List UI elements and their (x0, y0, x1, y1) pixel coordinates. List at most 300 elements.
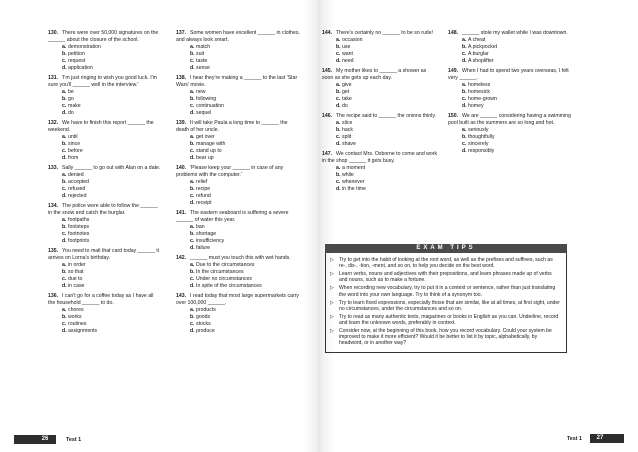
option-text: before (68, 147, 83, 154)
option-letter: c. (62, 57, 67, 64)
option-text: demonstration (68, 43, 101, 50)
option-letter: c. (62, 185, 67, 192)
option-letter: c. (336, 95, 341, 102)
option-text: continuation (196, 102, 224, 109)
question-number: 140. (176, 165, 187, 172)
option-letter: b. (190, 314, 195, 320)
option-text: ban (196, 223, 205, 230)
question-number: 134. (48, 203, 59, 210)
option-text: so that (68, 268, 84, 275)
answer-option (336, 82, 438, 89)
answer-option (62, 217, 162, 224)
answer-option (336, 44, 438, 51)
question-number: 147. (322, 151, 333, 158)
answer-option (462, 96, 576, 103)
exam-tip-item (330, 257, 560, 269)
question-column-2 (176, 30, 300, 338)
option-letter: b. (62, 50, 67, 57)
exam-tip-item (330, 300, 560, 312)
exam-tip-item (330, 314, 560, 326)
question-item (48, 293, 162, 334)
option-text: produce (196, 327, 215, 334)
option-letter: c. (462, 50, 467, 57)
question-number: 142. (176, 255, 187, 262)
answer-option (336, 103, 438, 110)
answer-option (462, 148, 576, 155)
question-number: 130. (48, 30, 59, 36)
tip-arrow-icon: ▷ (330, 328, 334, 335)
question-item (448, 30, 576, 65)
option-text: assignments (68, 327, 98, 334)
question-number: 139. (176, 120, 187, 127)
question-stem: There's certainly no ______ to be so rude! (336, 30, 434, 36)
option-text: A shoplifter (468, 57, 494, 64)
answer-option (190, 58, 300, 65)
question-stem: The eastern seaboard is suffering a severe ______ of water this year. (176, 210, 289, 224)
option-letter: b. (190, 230, 195, 237)
option-letter: d. (190, 199, 195, 206)
footer-right-label: Test 1 (566, 435, 582, 442)
answer-option (62, 179, 162, 186)
option-text: whenever (342, 178, 365, 185)
option-text: sincerely (468, 140, 489, 147)
option-letter: d. (462, 102, 467, 109)
exam-tip-text: Learn verbs, nouns and adjectives with their prepositions, and learn phrases made up of verbs and nouns, such as to make a fortune. (339, 271, 552, 284)
answer-option (190, 110, 300, 117)
answer-option (462, 103, 576, 110)
question-column-3 (322, 30, 438, 196)
answer-option (190, 231, 300, 238)
option-text: a moment (342, 165, 366, 172)
option-text: routines (68, 320, 87, 327)
answer-option (62, 321, 162, 328)
question-item (322, 68, 438, 109)
question-stem: It will take Paula a long time to ______ the death of her uncle. (176, 120, 288, 133)
option-letter: a. (190, 88, 195, 95)
option-letter: d. (190, 154, 195, 161)
option-text: take (342, 95, 352, 102)
question-item (322, 30, 438, 65)
option-letter: c. (190, 275, 195, 282)
question-number: 132. (48, 120, 59, 127)
answer-option (336, 120, 438, 127)
question-number: 133. (48, 165, 59, 172)
option-text: use (342, 43, 351, 50)
option-letter: d. (62, 327, 67, 334)
question-stem: 'Please keep your ______ in case of any problems with the computer.' (176, 165, 284, 178)
option-letter: c. (62, 230, 67, 237)
option-text: manage with (196, 140, 226, 147)
option-text: petition (68, 50, 85, 57)
option-letter: b. (336, 43, 341, 50)
exam-tips-title: EXAM TIPS (325, 244, 567, 253)
answer-option (62, 141, 162, 148)
option-letter: b. (190, 185, 195, 192)
answer-option (336, 127, 438, 134)
option-letter: c. (462, 95, 467, 102)
option-letter: d. (462, 57, 467, 64)
answer-option (62, 155, 162, 162)
option-letter: d. (336, 102, 341, 109)
question-number: 143. (176, 293, 187, 300)
option-letter: b. (190, 140, 195, 147)
exam-tip-text: Try to read as many authentic texts, magazines or books in English as you can. Underline, record and learn the unknown words, preferably in context. (339, 313, 559, 327)
question-item (176, 120, 300, 161)
question-stem: We have to finish this report ______ the weekend. (48, 120, 154, 133)
exam-tips-box (325, 244, 567, 353)
option-letter: a. (190, 262, 195, 269)
answer-option (190, 179, 300, 186)
option-letter: a. (190, 43, 195, 50)
question-number: 138. (176, 75, 187, 82)
answer-option (462, 37, 576, 44)
exam-tip-text: Consider now, at the beginning of this book, how you record vocabulary. Could your system be improved to make it more efficient? Would it be better to list it by topic, alphabetically, by headword, or in another way? (339, 328, 552, 347)
option-text: following (196, 95, 217, 102)
option-text: stocks (196, 320, 211, 327)
option-text: request (68, 57, 86, 64)
option-text: be (68, 88, 74, 95)
answer-option (62, 51, 162, 58)
option-text: in order (68, 262, 86, 269)
answer-option (190, 262, 300, 269)
exam-tip-item (330, 285, 560, 297)
option-text: sequel (196, 109, 212, 116)
option-text: relief (196, 178, 208, 185)
question-item (176, 165, 300, 206)
option-letter: a. (190, 178, 195, 185)
option-letter: b. (62, 95, 67, 102)
answer-option (190, 238, 300, 245)
option-text: get over (196, 133, 215, 140)
answer-option (336, 179, 438, 186)
answer-option (62, 193, 162, 200)
footer-left-label: Test 1 (66, 436, 82, 443)
answer-option (190, 224, 300, 231)
option-letter: c. (462, 140, 467, 147)
answer-option (190, 314, 300, 321)
question-item (176, 293, 300, 334)
option-letter: a. (462, 36, 467, 43)
option-text: match (196, 43, 211, 50)
option-text: shortage (196, 230, 217, 237)
question-number: 149. (448, 68, 459, 75)
answer-option (336, 58, 438, 65)
question-item (176, 75, 300, 116)
option-text: until (68, 133, 78, 140)
exam-tips-list (325, 253, 567, 353)
answer-option (190, 321, 300, 328)
option-letter: b. (462, 88, 467, 95)
question-number: 136. (48, 293, 59, 300)
option-letter: a. (62, 133, 67, 140)
question-stem: There were over 50,000 signatures on the ______ about the closure of the school. (48, 30, 159, 43)
option-letter: a. (62, 307, 67, 314)
answer-option (62, 238, 162, 245)
question-number: 144. (322, 30, 333, 36)
option-letter: a. (336, 36, 341, 43)
question-stem: I can't go for a coffee today as I have all the household ______ to do. (48, 293, 154, 307)
answer-option (462, 58, 576, 65)
question-item (48, 203, 162, 244)
answer-option (62, 44, 162, 51)
option-letter: d. (190, 109, 195, 116)
answer-option (190, 51, 300, 58)
answer-option (190, 307, 300, 314)
option-text: occasion (342, 36, 363, 43)
option-letter: a. (62, 262, 67, 269)
option-text: In the circumstances (196, 268, 244, 275)
option-text: Due to the circumstances (196, 262, 255, 269)
option-letter: b. (336, 172, 341, 178)
page-number-right: 27 (590, 434, 610, 443)
question-item (176, 255, 300, 290)
question-stem: You need to mail that card today ______ it arrives on Lorna's birthday. (48, 248, 159, 262)
answer-option (336, 134, 438, 141)
option-text: denied (68, 172, 84, 178)
question-item (176, 210, 300, 251)
answer-option (336, 172, 438, 179)
answer-option (336, 51, 438, 58)
option-letter: a. (62, 88, 67, 95)
option-letter: a. (190, 133, 195, 140)
answer-option (190, 328, 300, 335)
option-letter: d. (336, 185, 341, 192)
option-letter: d. (190, 64, 195, 71)
answer-option (190, 155, 300, 162)
question-item (48, 120, 162, 161)
option-text: homey (468, 102, 484, 109)
answer-option (336, 186, 438, 193)
answer-option (62, 58, 162, 65)
option-text: footnotes (68, 230, 90, 237)
option-text: seriously (468, 126, 489, 133)
option-text: get (342, 88, 350, 95)
question-number: 141. (176, 210, 187, 217)
answer-option (62, 96, 162, 103)
answer-option (190, 276, 300, 283)
option-letter: d. (336, 57, 341, 64)
exam-tip-text: When recording new vocabulary, try to put it in a context or sentence, rather than just translating the word into your own language. Try to think of a synonym too. (339, 285, 556, 298)
question-stem: My mother likes to ______ a shower as soon as she gets up each day. (322, 68, 427, 82)
answer-option (462, 89, 576, 96)
question-stem: I hear they're making a ______ to the last 'Star Wars' movie. (176, 75, 298, 88)
option-text: suit (196, 50, 205, 57)
answer-option (62, 148, 162, 155)
answer-option (62, 134, 162, 141)
option-text: works (68, 314, 82, 320)
option-letter: b. (462, 133, 467, 140)
option-text: footsteps (68, 223, 90, 230)
question-item (48, 165, 162, 200)
answer-option (336, 165, 438, 172)
answer-option (62, 307, 162, 314)
option-letter: c. (62, 147, 67, 154)
option-letter: d. (190, 244, 195, 251)
question-column-1 (48, 30, 162, 338)
option-letter: a. (62, 217, 67, 224)
answer-option (190, 44, 300, 51)
option-letter: c. (62, 102, 67, 109)
tip-arrow-icon: ▷ (330, 271, 334, 278)
question-stem: The police were able to follow the ______ in the snow and catch the burglar. (48, 203, 158, 217)
option-letter: a. (190, 223, 195, 230)
question-item (48, 75, 162, 116)
option-letter: b. (62, 178, 67, 185)
question-number: 150. (448, 113, 459, 120)
option-letter: c. (190, 320, 195, 327)
question-number: 135. (48, 248, 59, 255)
question-stem: Sally ______ to go out with Alan on a date. (62, 165, 161, 172)
exam-tip-text: Try to learn fixed expressions, especially those that are similar, like at all times, at first sight, under no circumstances, under the circumstances and so on. (339, 299, 560, 312)
option-letter: c. (190, 147, 195, 154)
option-letter: a. (62, 43, 67, 50)
option-letter: b. (336, 126, 341, 133)
option-text: since (68, 140, 81, 147)
option-letter: c. (336, 133, 341, 140)
answer-option (190, 89, 300, 96)
option-letter: b. (62, 223, 67, 230)
option-letter: b. (190, 95, 195, 102)
question-item (448, 68, 576, 109)
answer-option (190, 283, 300, 290)
option-text: in the time (342, 185, 366, 192)
answer-option (62, 89, 162, 96)
answer-option (190, 148, 300, 155)
option-letter: b. (462, 43, 467, 50)
option-text: split (342, 133, 352, 140)
option-letter: a. (336, 81, 341, 88)
question-item (322, 113, 438, 148)
option-text: new (196, 88, 206, 95)
answer-option (462, 44, 576, 51)
option-letter: b. (336, 88, 341, 95)
question-column-4 (448, 30, 576, 158)
option-text: receipt (196, 199, 212, 206)
answer-option (190, 141, 300, 148)
question-stem: I read today that most large supermarkets carry over 100,000 ______. (176, 293, 299, 307)
question-number: 137. (176, 30, 187, 36)
option-letter: a. (62, 172, 67, 178)
exam-tip-item (330, 271, 560, 283)
answer-option (62, 314, 162, 321)
question-item (176, 30, 300, 71)
option-text: from (68, 154, 79, 161)
option-text: application (68, 64, 93, 71)
answer-option (62, 103, 162, 110)
question-stem: The recipe said to ______ the onions thinly. (336, 113, 436, 120)
answer-option (62, 328, 162, 335)
option-text: home-grown (468, 95, 497, 102)
option-text: A burglar (468, 50, 489, 57)
option-letter: a. (462, 126, 467, 133)
answer-option (462, 51, 576, 58)
option-text: give (342, 81, 352, 88)
answer-option (336, 37, 438, 44)
answer-option (190, 186, 300, 193)
option-letter: a. (462, 81, 467, 88)
answer-option (336, 141, 438, 148)
option-letter: a. (336, 165, 341, 172)
question-stem: We are ______ considering having a swimming pool built as the summers are so long and hot. (448, 113, 571, 127)
answer-option (62, 172, 162, 179)
option-letter: d. (190, 282, 195, 289)
option-text: products (196, 307, 216, 314)
option-text: responsibly (468, 147, 495, 154)
footer-left (14, 435, 81, 444)
option-text: while (342, 172, 354, 178)
option-text: stand up to (196, 147, 222, 154)
question-stem: 'I'm just ringing to wish you good luck. I'm sure you'll ______ well in the interview.' (48, 75, 157, 88)
option-letter: d. (62, 154, 67, 161)
option-text: goods (196, 314, 211, 320)
answer-option (336, 89, 438, 96)
option-letter: c. (190, 192, 195, 199)
question-stem: ______ must you touch this with wet hands. (190, 255, 291, 262)
option-text: chores (68, 307, 84, 314)
answer-option (62, 224, 162, 231)
answer-option (190, 65, 300, 72)
option-letter: c. (190, 102, 195, 109)
answer-option (336, 96, 438, 103)
option-text: In spite of the circumstances (196, 282, 262, 289)
exam-tip-text: Try to get into the habit of looking at the root word, as well as the prefixes and suffixes, such as re-, dis-, -tion, -ment, and so on, to help you decide on the best word. (339, 257, 553, 270)
option-letter: c. (190, 237, 195, 244)
footer-right-bar (610, 434, 624, 443)
answer-option (62, 186, 162, 193)
option-text: footprints (68, 237, 90, 244)
option-text: make (68, 102, 81, 109)
exam-tip-item (330, 328, 560, 347)
question-number: 145. (322, 68, 333, 75)
option-text: A pickpocket (468, 43, 498, 50)
option-letter: d. (336, 140, 341, 147)
option-letter: b. (190, 50, 195, 57)
option-text: bear up (196, 154, 214, 161)
tip-arrow-icon: ▷ (330, 285, 334, 292)
option-letter: a. (336, 120, 341, 127)
option-text: sense (196, 64, 210, 71)
question-item (48, 30, 162, 71)
answer-option (462, 141, 576, 148)
question-stem: ______ stole my wallet while I was downtown. (462, 30, 568, 36)
option-letter: b. (62, 140, 67, 147)
answer-option (62, 65, 162, 72)
option-letter: c. (190, 57, 195, 64)
option-text: taste (196, 57, 208, 64)
question-number: 131. (48, 75, 59, 82)
question-stem: When I had to spend two years overseas, I felt very ______. (448, 68, 569, 82)
option-text: thoughtfully (468, 133, 495, 140)
option-text: due to (68, 275, 83, 282)
question-item (48, 248, 162, 289)
question-item (448, 113, 576, 154)
answer-option (62, 262, 162, 269)
option-text: rejected (68, 192, 87, 199)
option-text: hack (342, 126, 353, 133)
option-text: do (68, 109, 74, 116)
option-letter: d. (62, 282, 67, 289)
question-item (322, 151, 438, 192)
option-letter: b. (62, 268, 67, 275)
option-text: failure (196, 244, 211, 251)
option-text: refund (196, 192, 211, 199)
option-text: shave (342, 140, 356, 147)
answer-option (62, 283, 162, 290)
option-text: homesick (468, 88, 490, 95)
tip-arrow-icon: ▷ (330, 313, 334, 320)
option-text: recipe (196, 185, 211, 192)
option-letter: c. (336, 178, 341, 185)
